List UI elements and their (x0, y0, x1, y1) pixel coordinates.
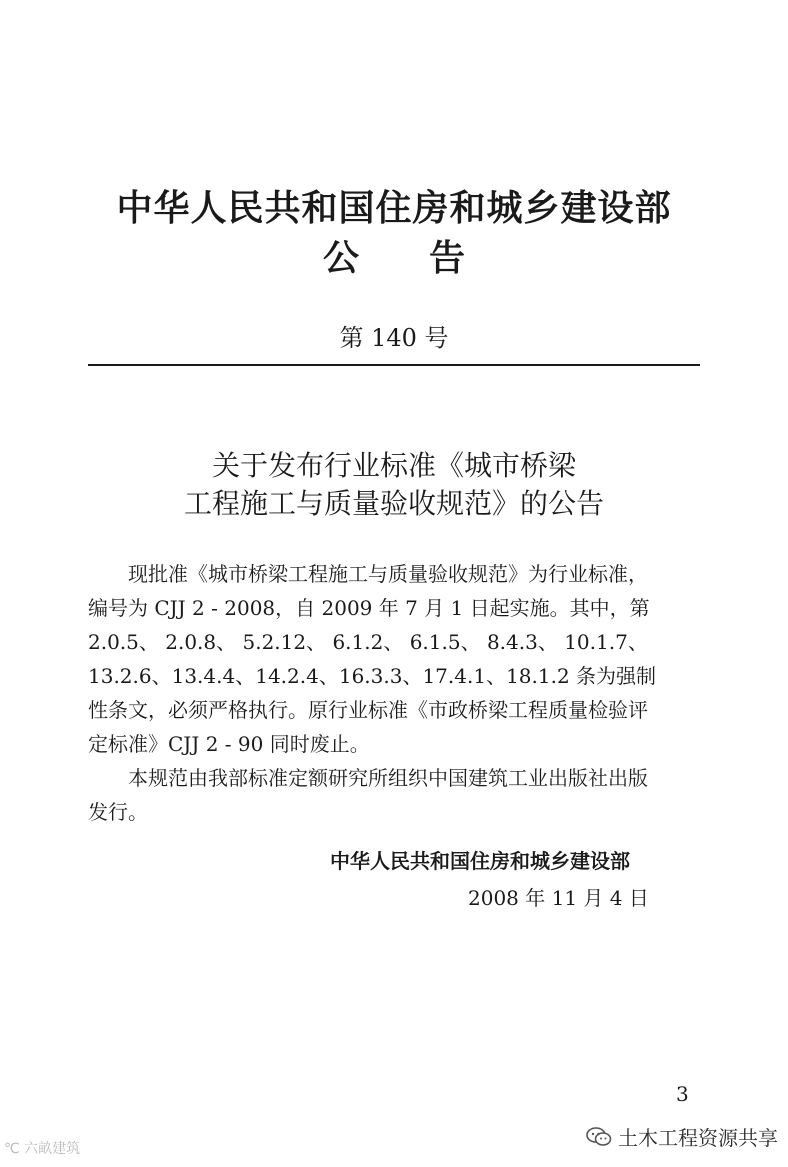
signature-date: 2008 年 11 月 4 日 (468, 886, 649, 910)
body-line: 性条文，必须严格执行。原行业标准《市政桥梁工程质量检验评 (88, 698, 648, 722)
notice-heading: 公告 (322, 238, 535, 279)
watermark-right (586, 1122, 778, 1151)
body-line: 编号为 CJJ 2 - 2008，自 2009 年 7 月 1 日起实施。其中，第 (88, 596, 650, 620)
body-line: 13.2.6、13.4.4、14.2.4、16.3.3、17.4.1、18.1.2 条为强制 (88, 664, 657, 688)
wechat-icon (586, 1126, 612, 1148)
notice-number: 第 140 号 (339, 324, 449, 352)
body-line: 定标准》CJJ 2 - 90 同时废止。 (88, 732, 370, 756)
watermark-left: ℃ 六畝建筑 (4, 1141, 81, 1157)
headline-line-2: 工程施工与质量验收规范》的公告 (183, 487, 604, 520)
headline-line-1: 关于发布行业标准《城市桥梁 (211, 449, 576, 482)
body-line: 发行。 (88, 800, 148, 824)
watermark-right-text: 土木工程资源共享 (618, 1126, 778, 1150)
signature-issuer: 中华人民共和国住房和城乡建设部 (330, 849, 630, 873)
body-line: 本规范由我部标准定额研究所组织中国建筑工业出版社出版 (88, 766, 648, 790)
divider-rule (88, 364, 700, 366)
body-line: 现批准《城市桥梁工程施工与质量验收规范》为行业标准， (88, 562, 648, 586)
body-line: 2.0.5、 2.0.8、 5.2.12、 6.1.2、 6.1.5、 8.4.3、 10.1.7、 (88, 630, 648, 654)
ministry-title: 中华人民共和国住房和城乡建设部 (116, 188, 672, 229)
page-number: 3 (676, 1082, 689, 1106)
